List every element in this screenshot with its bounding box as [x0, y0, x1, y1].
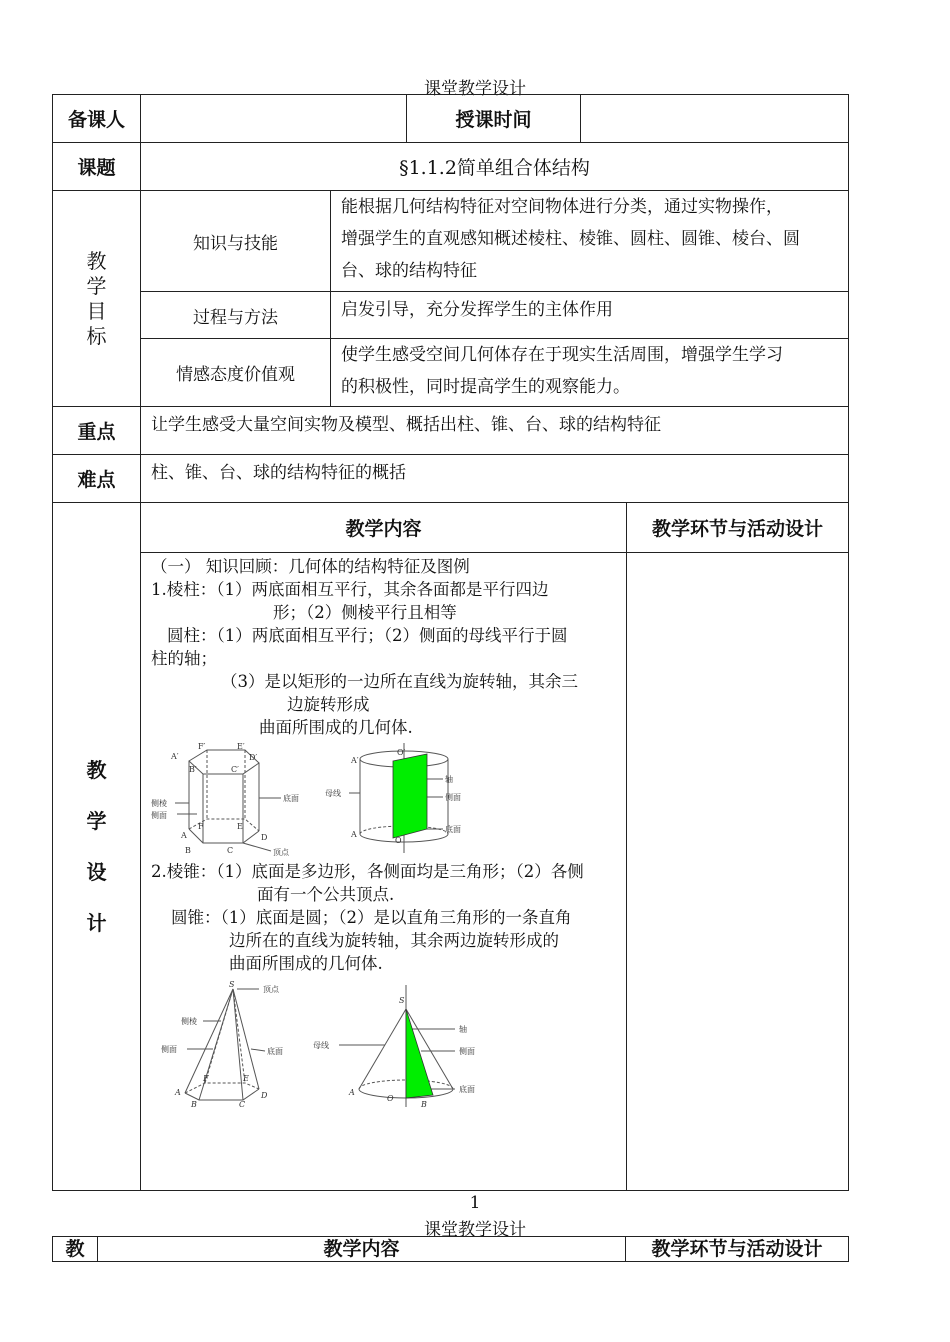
cone-axis-label: 轴: [459, 1025, 467, 1034]
content-line: 曲面所围成的几何体.: [259, 718, 413, 737]
prism-base-label: 底面: [283, 794, 299, 803]
content-line: 柱的轴；: [151, 649, 217, 668]
objective-text-knowledge: 能根据几何结构特征对空间物体进行分类，通过实物操作， 增强学生的直观感知概述棱柱、棱锥、圆柱、圆锥、棱台、圆 台、球的结构特征: [331, 191, 849, 292]
cylinder-face-label: 侧面: [445, 793, 461, 802]
objective-name-process: 过程与方法: [141, 292, 331, 339]
prism-label-e: E: [237, 822, 243, 831]
pyramid-label-b: B: [191, 1100, 197, 1107]
content-line: 2.棱锥：（1）底面是多边形，各侧面均是三角形；（2）各侧: [151, 862, 584, 881]
content-line: 曲面所围成的几何体.: [229, 954, 383, 973]
content-line: 圆锥：（1）底面是圆；（2）是以直角三角形的一条直角: [171, 908, 572, 927]
cone-apex-label: S: [399, 996, 405, 1005]
topic-value: §1.1.2简单组合体结构: [141, 143, 849, 191]
cone-label-b: B: [421, 1100, 427, 1107]
prism-cylinder-figure: [141, 741, 627, 859]
prism-label-a: A: [181, 831, 187, 840]
next-col-design: 教: [53, 1237, 98, 1262]
cylinder-label-o-prime: O′: [397, 748, 406, 757]
prism-label-f: F: [198, 822, 204, 831]
pyramid-label-c: C: [239, 1100, 246, 1107]
cone-generatrix-label: 母线: [313, 1041, 329, 1050]
topic-label: 课题: [53, 143, 141, 191]
prism-edge-label: 侧棱: [151, 799, 167, 808]
prism-label-d-prime: D′: [249, 753, 258, 762]
cone-face-label: 侧面: [459, 1047, 475, 1056]
time-label: 授课时间: [407, 95, 581, 143]
prism-label-c-prime: C′: [231, 765, 239, 774]
next-page-table: [52, 1236, 849, 1262]
difficulty-value: 柱、锥、台、球的结构特征的概括: [141, 455, 849, 503]
activity-design-cell: [627, 553, 849, 1191]
pyramid-cone-figure: [141, 977, 627, 1107]
content-line: 边所在的直线为旋转轴，其余两边旋转形成的: [229, 931, 559, 950]
content-line: （一） 知识回顾：几何体的结构特征及图例: [151, 557, 470, 576]
content-line: 1.棱柱：（1）两底面相互平行，其余各面都是平行四边: [151, 580, 549, 599]
cylinder-axis-label: 轴: [445, 775, 453, 784]
page-number: 1: [469, 1193, 481, 1213]
cylinder-label-a: A: [351, 830, 357, 839]
pyramid-label-f: F: [203, 1074, 209, 1083]
content-line: 边旋转形成: [287, 695, 370, 714]
cylinder-base-label: 底面: [445, 825, 461, 834]
pyramid-label-a: A: [175, 1088, 181, 1097]
content-header: 教学内容: [141, 503, 627, 553]
prism-label-c: C: [227, 846, 234, 855]
cone-label-a: A: [349, 1088, 355, 1097]
objective-name-knowledge: 知识与技能: [141, 191, 331, 292]
page-header-title: 课堂教学设计: [424, 79, 526, 99]
next-page-header-title: 课堂教学设计: [424, 1220, 526, 1240]
design-label: 教 学 设 计: [53, 503, 141, 1191]
pyramid-edge-label: 侧棱: [181, 1017, 197, 1026]
objective-text-emotion: 使学生感受空间几何体存在于现实生活周围，增强学生学习 的积极性，同时提高学生的观察能力。: [331, 339, 849, 407]
prism-label-e-prime: E′: [237, 742, 245, 751]
prism-label-f-prime: F′: [198, 742, 206, 751]
objective-name-emotion: 情感态度价值观: [141, 339, 331, 407]
content-line: 形；（2）侧棱平行且相等: [273, 603, 457, 622]
teaching-content: [141, 553, 627, 1191]
cylinder-generatrix-label: 母线: [325, 789, 341, 798]
objectives-label: 教 学 目 标: [53, 191, 141, 407]
pyramid-label-d: D: [261, 1091, 268, 1100]
activity-header: 教学环节与活动设计: [627, 503, 849, 553]
content-line: 面有一个公共顶点.: [257, 885, 395, 904]
pyramid-face-label: 侧面: [161, 1045, 177, 1054]
prism-label-b: B: [185, 846, 191, 855]
content-line: （3）是以矩形的一边所在直线为旋转轴，其余三: [221, 672, 578, 691]
cone-label-o: O: [387, 1094, 394, 1103]
content-line: 圆柱：（1）两底面相互平行；（2）侧面的母线平行于圆: [167, 626, 568, 645]
pyramid-label-e: E: [243, 1074, 249, 1083]
cylinder-label-a-prime: A′: [351, 756, 359, 765]
difficulty-label: 难点: [53, 455, 141, 503]
pyramid-base-label: 底面: [267, 1047, 283, 1056]
preparer-label: 备课人: [53, 95, 141, 143]
objective-text-process: 启发引导，充分发挥学生的主体作用: [331, 292, 849, 339]
key-point-label: 重点: [53, 407, 141, 455]
cone-base-label: 底面: [459, 1085, 475, 1094]
next-col-activity: 教学环节与活动设计: [626, 1237, 849, 1262]
prism-face-label: 侧面: [151, 811, 167, 820]
next-col-content: 教学内容: [98, 1237, 626, 1262]
prism-label-b-prime: B′: [189, 765, 197, 774]
prism-vertex-label: 顶点: [273, 848, 289, 857]
pyramid-vertex-label: 顶点: [263, 985, 279, 994]
preparer-field[interactable]: [141, 95, 407, 143]
key-point-value: 让学生感受大量空间实物及模型、概括出柱、锥、台、球的结构特征: [141, 407, 849, 455]
pyramid-apex-label: S: [229, 980, 235, 989]
lesson-plan-table: [52, 94, 849, 1191]
prism-label-a-prime: A′: [171, 752, 179, 761]
time-field[interactable]: [581, 95, 849, 143]
prism-label-d: D: [261, 833, 268, 842]
cylinder-label-o: O: [395, 836, 402, 845]
